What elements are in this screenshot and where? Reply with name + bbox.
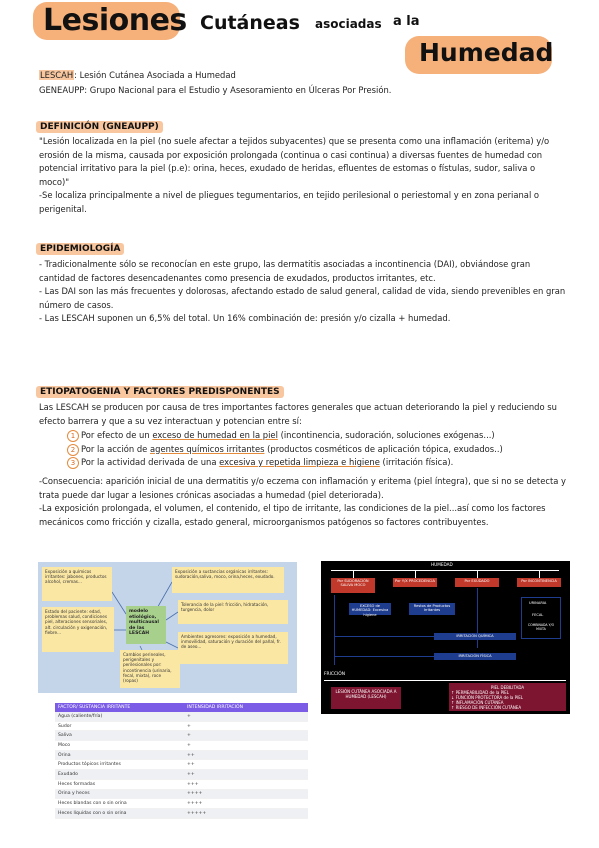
table-row — [55, 770, 308, 780]
table-cell-factor: Heces formadas — [55, 779, 184, 789]
table-cell-factor: Productos tópicos irritantes — [55, 760, 184, 770]
flow-source-sudoracion: Por SUDORACIÓN SALIVA MOCO — [331, 578, 375, 593]
table-row — [55, 808, 308, 818]
table-cell-factor: Heces blandas con o sin orina — [55, 799, 184, 809]
definicion-heading: DEFINICIÓN (GNEAUPP) — [36, 121, 163, 133]
factor-box-quimicos: Exposición a químicos irritantes: jabones, productos alcohol, cremas... — [42, 567, 112, 601]
table-row — [55, 750, 308, 760]
table-cell-factor: Agua (caliente/fría) — [55, 712, 184, 721]
flow-piel-title: PIEL DEBILITADA — [490, 685, 525, 690]
factor-3-pre: Por la actividad derivada de una — [81, 457, 220, 467]
table-header-intensity: INTENSIDAD IRRITACIÓN — [184, 703, 308, 712]
table-cell-factor: Orina — [55, 750, 184, 760]
flow-source-exudado: Por EXUDADO — [455, 578, 499, 587]
factor-2-key: agentes químicos irritantes — [150, 443, 265, 454]
table-cell-intensity: + — [184, 731, 308, 741]
table-cell-intensity: +++ — [184, 779, 308, 789]
flow-urinaria: URINARIA — [529, 601, 547, 605]
flow-piel-item: ↑ RIESGO DE INFECCIÓN CUTÁNEA — [451, 705, 522, 710]
irritant-intensity-table — [55, 703, 308, 819]
table-header-row — [55, 703, 308, 712]
table-cell-intensity: + — [184, 741, 308, 751]
etiologic-model-diagram — [38, 562, 297, 693]
table-cell-factor: Heces líquidas con o sin orina — [55, 808, 184, 818]
flow-fecal: FECAL — [532, 613, 544, 617]
flow-exceso-humedad: EXCESO de HUMEDAD: Excesiva higiene — [349, 603, 391, 615]
factor-box-paciente: Estado del paciente: edad, problemas salud, condiciones piel, alteraciones sensoriales, alt. circulación y oxigenación, fiebre... — [42, 607, 114, 652]
table-row — [55, 721, 308, 731]
epidemiologia-body — [39, 258, 567, 326]
factor-1-post: (incontinencia, sudoración, soluciones exógenas...) — [277, 430, 495, 440]
epidemiologia-p2: - Las DAI son las más frecuentes y dolorosas, afectando estado de salud general, calidad de vida, siendo prevenibles en gran número de casos. — [39, 286, 566, 310]
flow-drop-3 — [477, 570, 478, 578]
acronym-gneaupp: GENEAUPP: Grupo Nacional para el Estudio y Asesoramiento en Úlceras Por Presión. — [39, 85, 392, 95]
flow-irritacion-quimica: IRRITACIÓN QUÍMICA — [434, 633, 516, 640]
flow-blue-h1 — [334, 636, 434, 637]
flow-friccion-line — [324, 680, 566, 681]
title-word-cutaneas: Cutáneas — [200, 12, 300, 34]
flow-friccion-label: FRICCIÓN — [324, 672, 346, 677]
title-word-humedad: Humedad — [419, 38, 554, 67]
table-row — [55, 741, 308, 751]
table-header-factor: FACTOR/ SUSTANCIA IRRITANTE — [55, 703, 184, 712]
diagram-center-model: modelo etiológico, multicausal de las LESCAH — [126, 606, 166, 644]
flow-restos-productos: Restos de Productos Irritantes — [409, 603, 455, 615]
table-cell-factor: Moco — [55, 741, 184, 751]
table-cell-factor: Saliva — [55, 731, 184, 741]
table-row — [55, 789, 308, 799]
flow-drop-2 — [415, 570, 416, 578]
table-cell-factor: Orina y heces — [55, 789, 184, 799]
flow-piel-item: ↑ INFLAMACIÓN CUTÁNEA — [451, 700, 504, 705]
flow-source-procedencia: Por Y/X PROCEDENCIA — [393, 578, 437, 587]
acronym-lescah-key: LESCAH — [40, 70, 74, 80]
flow-top-line — [331, 570, 559, 571]
etiopatogenia-p1: -Consecuencia: aparición inicial de una dermatitis y/o eczema con inflamación y eritema (piel íntegra), que si no se detecta y trata puede dar lugar a lesiones crónicas asociadas a humedad (piel deteriorada). — [39, 476, 566, 500]
flow-drop-1 — [353, 570, 354, 578]
title-word-a-la: a la — [393, 14, 420, 29]
epidemiologia-p1: - Tradicionalmente sólo se reconocían en este grupo, las dermatitis asociadas a incontinencia (DAI), obviándose gran cantidad de factores desencadenantes como presencia de exudados, productos irritantes, etc. — [39, 259, 531, 283]
title-word-asociadas: asociadas — [315, 17, 382, 31]
definicion-quote: "Lesión localizada en la piel (no suele afectar a tejidos subyacentes) que se presenta como una inflamación (eritema) y/o erosión de la misma, causada por exposición prolongada (continua o casi continua) a diversas fuentes de humedad con potencial irritativo para la piel (p.e): orina, heces, exudado de heridas, efluentes de estomas o fístulas, sudor, saliva o moco)" — [39, 136, 550, 187]
factor-number-3: 3 — [67, 457, 79, 469]
title-word-lesiones: Lesiones — [43, 3, 187, 38]
table-cell-intensity: ++ — [184, 760, 308, 770]
flow-irritacion-fisica: IRRITACIÓN FÍSICA — [434, 653, 516, 660]
flow-top-label: HUMEDAD — [431, 562, 453, 567]
factor-3-key: excesiva y repetida limpieza e higiene — [219, 457, 380, 467]
etiopatogenia-body — [39, 475, 569, 529]
factor-box-tolerancia: Tolerancia de la piel: fricción, hidratación, turgencia, dolor — [178, 600, 288, 624]
humedad-flow-diagram — [321, 561, 570, 714]
table-cell-intensity: ++ — [184, 750, 308, 760]
etiopatogenia-p2: -La exposición prolongada, el volumen, el contenido, el tipo de irritante, las condiciones de la piel...así como los factores mecánicos como fricción y cizalla, estado general, microorganismos patógenos so factores contribuyentes. — [39, 503, 546, 527]
factor-item-2 — [67, 443, 567, 457]
table-cell-intensity: + — [184, 721, 308, 731]
table-cell-factor: Exudado — [55, 770, 184, 780]
definicion-body — [39, 135, 567, 216]
table-cell-intensity: ++++ — [184, 799, 308, 809]
flow-combinada: COMBINADA Y/O MIXTA — [527, 623, 555, 631]
flow-source-incontinencia: Por INCONTINENCIA — [517, 578, 561, 587]
factor-number-2: 2 — [67, 444, 79, 456]
factor-box-cambios: Cambios perineales, perigenitales y perilesionales por: incontinencia (urinaria, fecal, mixta), roce (ropas) — [120, 650, 180, 688]
factor-3-post: (irritación física). — [379, 457, 454, 467]
etiopatogenia-intro: Las LESCAH se producen por causa de tres importantes factores generales que actuan deteriorando la piel y reduciendo su efecto barrera y que a su vez interactuan y potencian entre sí: — [39, 402, 557, 426]
epidemiologia-p3: - Las LESCAH suponen un 6,5% del total. Un 16% combinación de: presión y/o cizalla + humedad. — [39, 313, 451, 323]
table-row — [55, 799, 308, 809]
epidemiologia-heading: EPIDEMIOLOGÍA — [36, 243, 124, 255]
table-row — [55, 731, 308, 741]
factor-box-ambientes: Ambientes agresores: exposición a humedad, inmovilidad, saturación y duración del pañal, fr. de aseo... — [178, 632, 288, 664]
table-cell-intensity: + — [184, 712, 308, 721]
table-cell-intensity: +++++ — [184, 808, 308, 818]
table-row — [55, 712, 308, 721]
factor-1-pre: Por efecto de un — [81, 430, 153, 440]
factor-1-key: exceso de humedad en la piel — [152, 430, 278, 440]
table-row — [55, 779, 308, 789]
factor-item-3 — [67, 456, 567, 470]
acronym-lescah — [39, 69, 559, 83]
flow-blue-h2 — [334, 656, 434, 657]
flow-blue-left — [334, 595, 335, 665]
table-row — [55, 760, 308, 770]
flow-piel-item: ↓ FUNCIÓN PROTECTORA de la PIEL — [451, 695, 524, 700]
factor-2-post: (productos cosméticos de aplicación tópica, exudados..) — [264, 443, 503, 454]
flow-drop-4 — [539, 570, 540, 578]
acronym-lescah-value: : Lesión Cutánea Asociada a Humedad — [74, 70, 236, 80]
factor-number-1: 1 — [67, 430, 79, 442]
table-cell-intensity: ++++ — [184, 789, 308, 799]
flow-lescah-result: LESIÓN CUTÁNEA ASOCIADA A HUMEDAD (LESCAH) — [331, 687, 401, 709]
flow-piel-debilitada — [449, 683, 566, 711]
table-cell-factor: Sudor — [55, 721, 184, 731]
factor-box-organicas: Exposición a sustancias orgánicas irritantes: sudoración,saliva, moco, orina,heces, exudado. — [172, 567, 284, 593]
flow-piel-item: ↑ PERMEABILIDAD de la PIEL — [451, 690, 509, 695]
definicion-note: -Se localiza principalmente a nivel de pliegues tegumentarios, en tejido perilesional o periestomal y en zona perianal o perigenital. — [39, 190, 540, 214]
factor-2-pre: Por la acción de — [81, 443, 150, 454]
etiopatogenia-items — [67, 429, 567, 470]
table-cell-intensity: ++ — [184, 770, 308, 780]
etiopatogenia-heading: ETIOPATOGENIA Y FACTORES PREDISPONENTES — [36, 386, 284, 398]
factor-item-1 — [67, 429, 567, 443]
